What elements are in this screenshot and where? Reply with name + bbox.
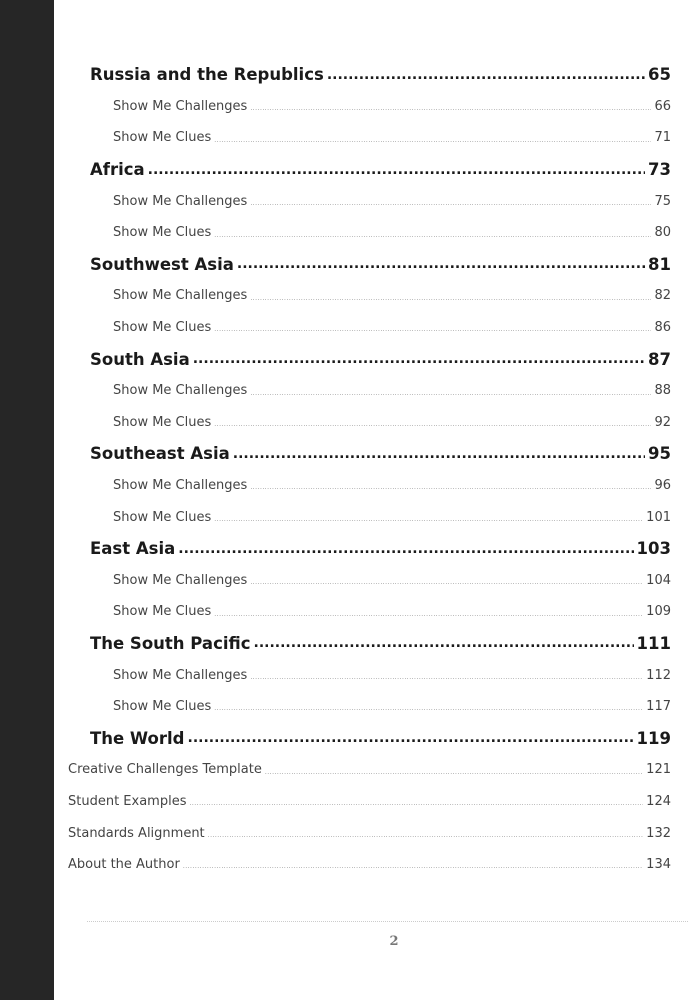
toc-entry-title: Show Me Clues — [113, 225, 212, 241]
toc-entry-page: 71 — [654, 130, 671, 146]
toc-entry-title: Show Me Clues — [113, 509, 212, 525]
dot-leader — [214, 516, 643, 523]
toc-entry-page: 81 — [648, 254, 671, 274]
toc-entry-page: 104 — [646, 572, 671, 588]
toc-entry-title: The South Pacific — [90, 633, 251, 653]
dot-leader — [148, 162, 645, 178]
toc-chapter-entry[interactable] — [0, 154, 671, 186]
toc-entry-title: About the Author — [68, 857, 180, 873]
dot-leader — [193, 351, 645, 367]
toc-entry-title: Show Me Challenges — [113, 383, 248, 399]
toc-entry-page: 96 — [654, 478, 671, 494]
toc-subsection-entry[interactable] — [0, 375, 671, 407]
toc-entry-page: 95 — [648, 444, 671, 464]
dot-leader — [214, 705, 643, 712]
toc-chapter-entry[interactable] — [0, 628, 671, 660]
dot-leader — [250, 579, 643, 586]
dot-leader — [250, 674, 643, 681]
toc-entry-page: 73 — [648, 160, 671, 180]
toc-entry-title: Russia and the Republics — [90, 65, 324, 85]
dot-leader — [189, 800, 643, 807]
toc-entry-page: 112 — [646, 667, 671, 683]
page-number: 2 — [389, 934, 399, 949]
toc-entry-title: Show Me Challenges — [113, 193, 248, 209]
toc-subsection-entry[interactable] — [0, 312, 671, 344]
toc-subsection-entry[interactable] — [0, 185, 671, 217]
toc-entry-title: Show Me Clues — [113, 130, 212, 146]
dot-leader — [214, 421, 651, 428]
toc-entry[interactable] — [0, 786, 671, 818]
toc-entry-page: 75 — [654, 193, 671, 209]
toc-entry-title: Show Me Challenges — [113, 478, 248, 494]
toc-entry-title: Africa — [90, 160, 145, 180]
toc-entry-title: East Asia — [90, 539, 176, 559]
toc-entry-page: 86 — [654, 320, 671, 336]
dot-leader — [250, 295, 651, 302]
toc-entry-page: 111 — [636, 633, 671, 653]
toc-chapter-entry[interactable] — [0, 438, 671, 470]
toc-entry-title: Show Me Challenges — [113, 98, 248, 114]
toc-chapter-entry[interactable] — [0, 343, 671, 375]
toc-entry-page: 88 — [654, 383, 671, 399]
toc-subsection-entry[interactable] — [0, 407, 671, 439]
toc-subsection-entry[interactable] — [0, 280, 671, 312]
toc-entry-title: Southeast Asia — [90, 444, 230, 464]
dot-leader — [250, 390, 651, 397]
toc-entry-title: The World — [90, 728, 185, 748]
dot-leader — [214, 326, 651, 333]
toc-entry-page: 121 — [646, 762, 671, 778]
dot-leader — [250, 484, 651, 491]
toc-chapter-entry[interactable] — [0, 249, 671, 281]
toc-entry-page: 124 — [646, 793, 671, 809]
dot-leader — [327, 67, 645, 83]
toc-entry-page: 65 — [648, 65, 671, 85]
toc-subsection-entry[interactable] — [0, 565, 671, 597]
toc-subsection-entry[interactable] — [0, 596, 671, 628]
toc-subsection-entry[interactable] — [0, 691, 671, 723]
dot-leader — [250, 105, 651, 112]
dot-leader — [188, 730, 634, 746]
toc-entry-page: 109 — [646, 604, 671, 620]
toc-entry[interactable] — [0, 817, 671, 849]
toc-entry-page: 117 — [646, 699, 671, 715]
toc-entry-title: Standards Alignment — [68, 825, 205, 841]
toc-entry-page: 82 — [654, 288, 671, 304]
toc-subsection-entry[interactable] — [0, 91, 671, 123]
toc-entry-page: 134 — [646, 857, 671, 873]
footer-divider — [87, 921, 688, 922]
toc-entry-page: 132 — [646, 825, 671, 841]
toc-chapter-entry[interactable] — [0, 533, 671, 565]
toc-entry-title: South Asia — [90, 349, 190, 369]
dot-leader — [178, 541, 633, 557]
toc-entry-page: 92 — [654, 414, 671, 430]
dot-leader — [233, 446, 645, 462]
toc-entry-title: Show Me Clues — [113, 699, 212, 715]
dot-leader — [208, 832, 644, 839]
toc-entry-title: Show Me Challenges — [113, 288, 248, 304]
dot-leader — [183, 863, 643, 870]
toc-entry-page: 66 — [654, 98, 671, 114]
dot-leader — [214, 232, 651, 239]
toc-entry-page: 80 — [654, 225, 671, 241]
toc-entry-title: Show Me Challenges — [113, 572, 248, 588]
dot-leader — [214, 137, 651, 144]
toc-subsection-entry[interactable] — [0, 659, 671, 691]
dot-leader — [214, 611, 643, 618]
toc-entry-page: 119 — [636, 728, 671, 748]
toc-entry-page: 103 — [636, 539, 671, 559]
toc-subsection-entry[interactable] — [0, 217, 671, 249]
toc-entry-title: Show Me Clues — [113, 414, 212, 430]
toc-entry-title: Southwest Asia — [90, 254, 234, 274]
toc-entry[interactable] — [0, 754, 671, 786]
toc-subsection-entry[interactable] — [0, 501, 671, 533]
toc-entry-page: 101 — [646, 509, 671, 525]
toc-chapter-entry[interactable] — [0, 722, 671, 754]
toc-entry-title: Show Me Challenges — [113, 667, 248, 683]
dot-leader — [250, 200, 651, 207]
toc-entry-title: Student Examples — [68, 793, 187, 809]
toc-subsection-entry[interactable] — [0, 122, 671, 154]
dot-leader — [254, 635, 634, 651]
toc-subsection-entry[interactable] — [0, 470, 671, 502]
toc-entry-title: Show Me Clues — [113, 320, 212, 336]
toc-entry-page: 87 — [648, 349, 671, 369]
toc-entry-title: Creative Challenges Template — [68, 762, 262, 778]
toc-chapter-entry[interactable] — [0, 59, 671, 91]
toc-entry-title: Show Me Clues — [113, 604, 212, 620]
dot-leader — [237, 256, 645, 272]
dot-leader — [265, 769, 643, 776]
toc-entry[interactable] — [0, 849, 671, 881]
table-of-contents — [0, 59, 688, 880]
